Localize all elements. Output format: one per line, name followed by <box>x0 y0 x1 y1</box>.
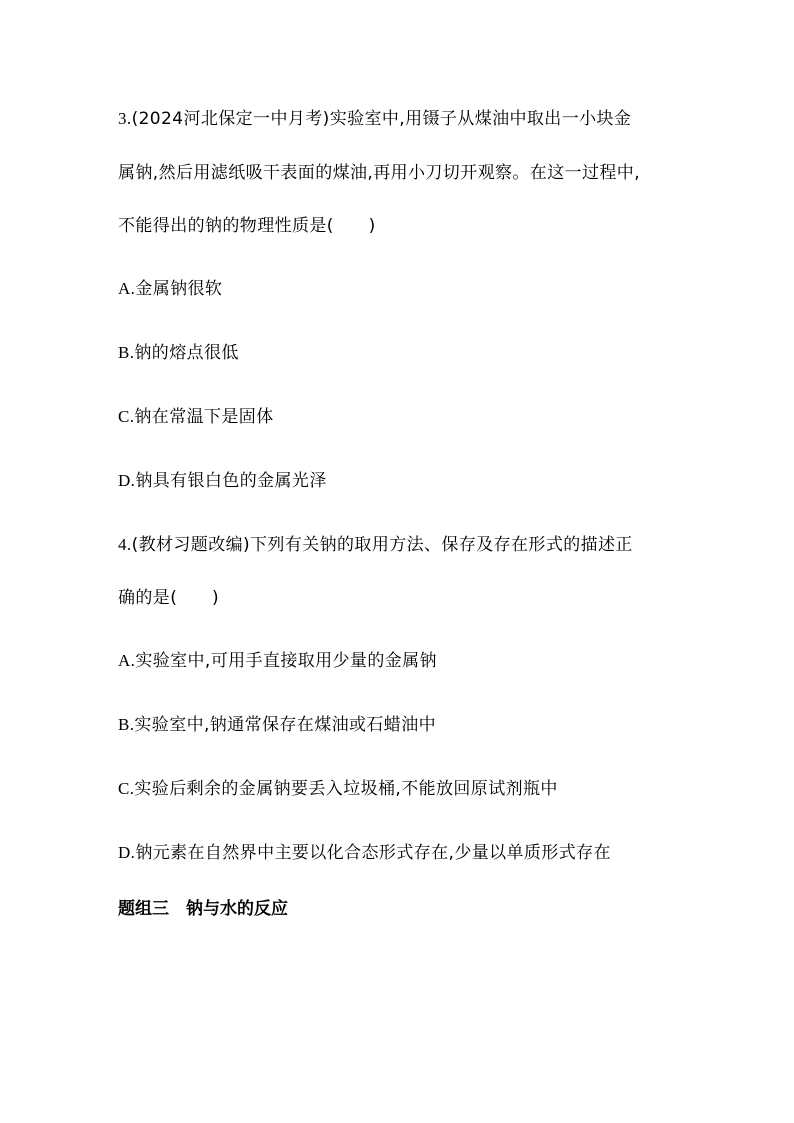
q4-line-1 <box>118 534 633 556</box>
option-label: A. <box>118 279 136 298</box>
option-label: D. <box>118 843 136 862</box>
option-text: 实验后剩余的金属钠要丢入垃圾桶,不能放回原试剂瓶中 <box>134 779 558 799</box>
q3-number: 3. <box>118 109 132 128</box>
q3-option-c <box>118 406 274 428</box>
q3-line-3 <box>118 215 376 237</box>
option-text: 钠具有银白色的金属光泽 <box>135 471 327 491</box>
option-label: D. <box>118 471 136 490</box>
q3-line-2 <box>118 162 640 184</box>
section-title: 题组三 钠与水的反应 <box>118 899 288 919</box>
option-text: 实验室中,钠通常保存在煤油或石蜡油中 <box>134 715 436 735</box>
q3-stem-1: 实验室中,用镊子从煤油中取出一小块金 <box>329 109 632 129</box>
q4-source: (教材习题改编) <box>131 535 251 555</box>
option-label: A. <box>118 651 136 670</box>
q3-line-1 <box>118 108 631 130</box>
option-label: B. <box>118 715 135 734</box>
q4-option-d <box>118 842 611 864</box>
q4-option-c <box>118 778 558 800</box>
option-text: 实验室中,可用手直接取用少量的金属钠 <box>135 651 437 671</box>
option-label: B. <box>118 343 135 362</box>
q4-option-a <box>118 650 437 672</box>
q4-line-2 <box>118 587 219 609</box>
option-text: 金属钠很软 <box>135 279 223 299</box>
option-label: C. <box>118 779 135 798</box>
q3-stem-2: 属钠,然后用滤纸吸干表面的煤油,再用小刀切开观察。在这一过程中, <box>118 163 641 183</box>
option-label: C. <box>118 407 135 426</box>
q4-stem-1: 下列有关钠的取用方法、保存及存在形式的描述正 <box>250 535 633 555</box>
q3-source: (2024河北保定一中月考) <box>131 109 330 129</box>
q3-option-b <box>118 342 239 364</box>
option-text: 钠的熔点很低 <box>134 343 239 363</box>
q3-option-d <box>118 470 327 492</box>
q4-option-b <box>118 714 436 736</box>
q4-stem-2: 确的是( ) <box>118 588 220 608</box>
q3-stem-3: 不能得出的钠的物理性质是( ) <box>118 216 376 236</box>
option-text: 钠元素在自然界中主要以化合态形式存在,少量以单质形式存在 <box>135 843 611 863</box>
q4-number: 4. <box>118 535 132 554</box>
q3-option-a <box>118 278 222 300</box>
option-text: 钠在常温下是固体 <box>134 407 274 427</box>
